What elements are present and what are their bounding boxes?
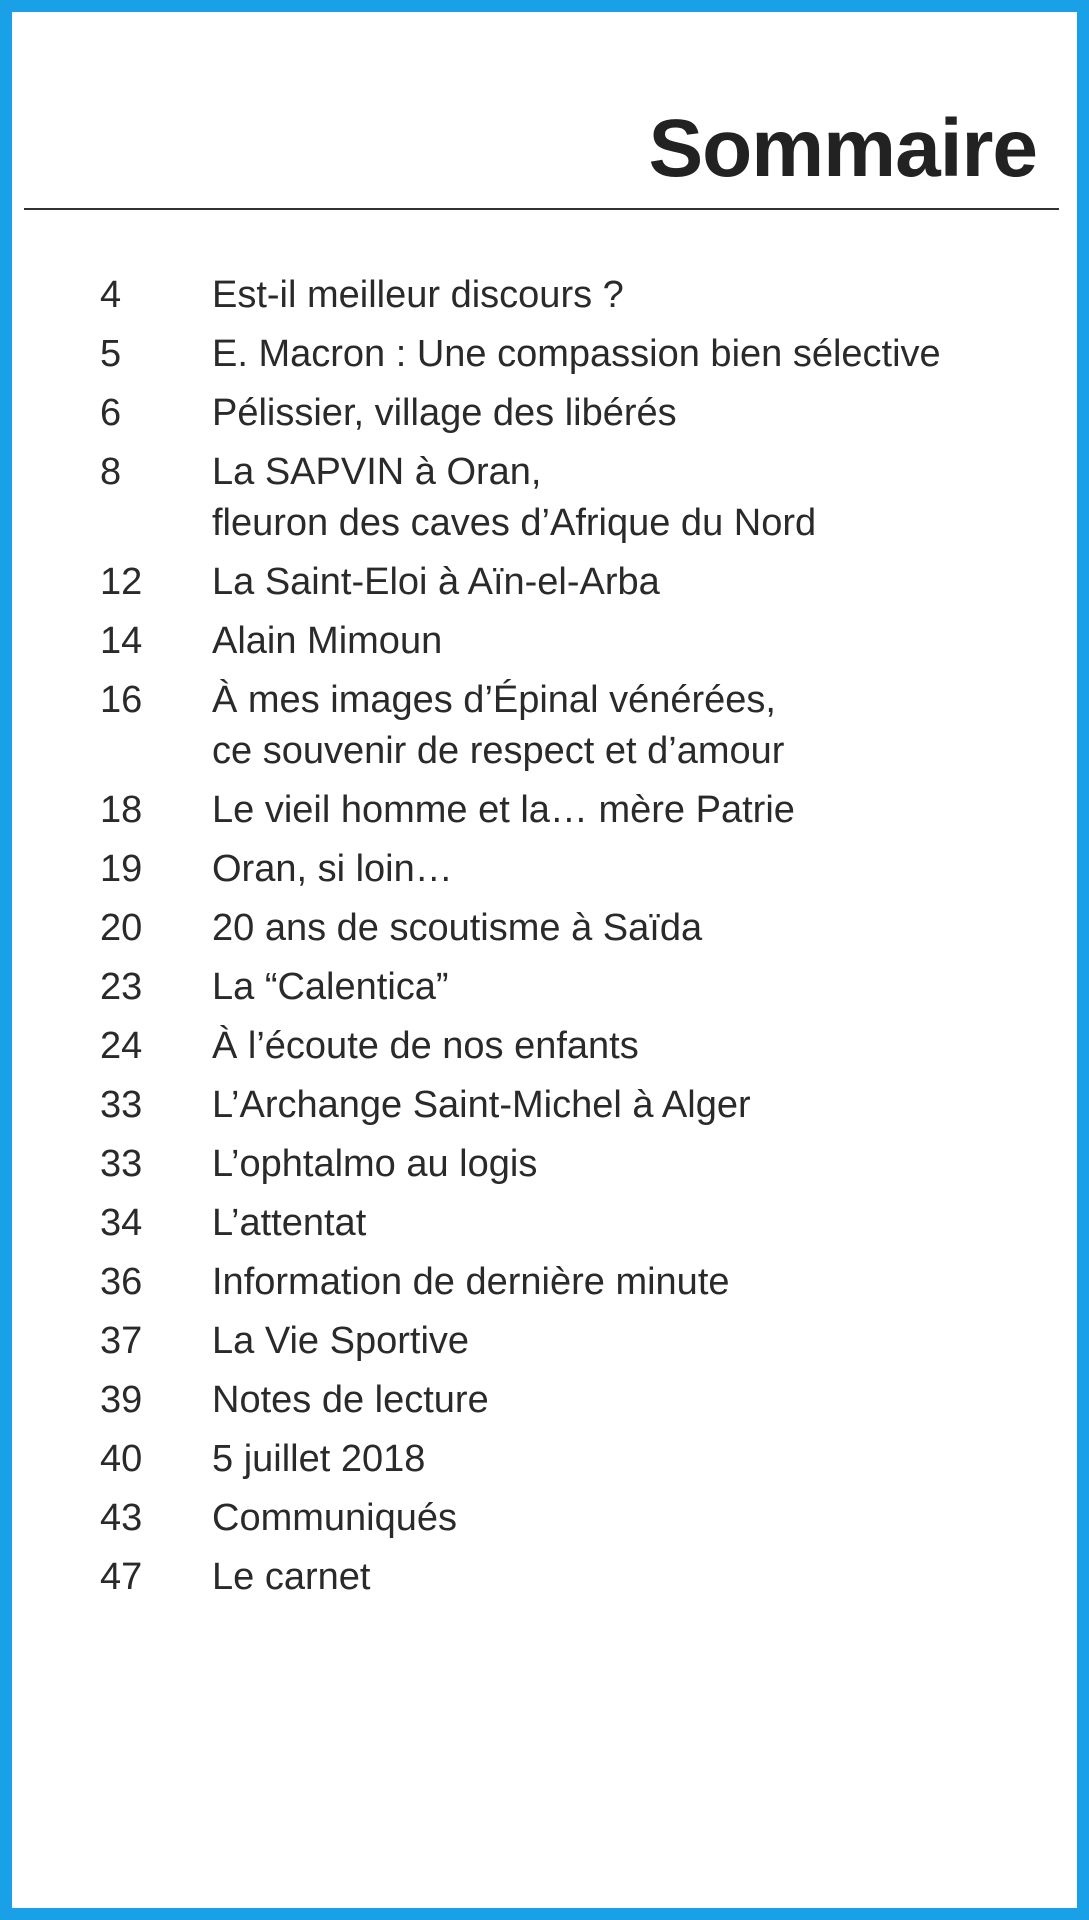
toc-entry-title-line: La SAPVIN à Oran, bbox=[212, 451, 542, 493]
toc-page-number: 5 bbox=[100, 333, 122, 375]
toc-entry-title-line: Communiqués bbox=[212, 1497, 457, 1539]
toc-entry-title bbox=[212, 616, 1072, 667]
toc-entry-title bbox=[212, 447, 1072, 549]
toc-entry-title-line: Information de dernière minute bbox=[212, 1261, 730, 1303]
toc-page-number: 4 bbox=[100, 274, 122, 316]
toc-page-number: 33 bbox=[100, 1143, 143, 1185]
toc-page-number: 33 bbox=[100, 1084, 143, 1126]
toc-entry-title-line: À l’écoute de nos enfants bbox=[212, 1025, 639, 1067]
toc-page-number: 14 bbox=[100, 620, 143, 662]
toc-entry-title bbox=[212, 962, 1072, 1013]
toc-entry bbox=[12, 388, 1089, 439]
toc-entry-title-line: E. Macron : Une compassion bien sélective bbox=[212, 333, 941, 375]
toc-entry bbox=[12, 903, 1089, 954]
toc-entry bbox=[12, 1493, 1089, 1544]
toc-entry-title bbox=[212, 270, 1072, 321]
toc-page-number: 37 bbox=[100, 1320, 143, 1362]
toc-entry-title-line: Le carnet bbox=[212, 1556, 371, 1598]
toc-entry bbox=[12, 962, 1089, 1013]
toc-entry-title-line: 5 juillet 2018 bbox=[212, 1438, 426, 1480]
toc-entry bbox=[12, 1375, 1089, 1426]
toc-entry-title bbox=[212, 329, 1072, 380]
toc-entry-title bbox=[212, 1080, 1072, 1131]
toc-entry bbox=[12, 1080, 1089, 1131]
toc-entry-title bbox=[212, 557, 1072, 608]
toc-entry-title bbox=[212, 675, 1072, 777]
toc-entry-title-line: L’ophtalmo au logis bbox=[212, 1143, 538, 1185]
toc-entry bbox=[12, 1552, 1089, 1603]
toc-entry-title-line: La Saint-Eloi à Aïn-el-Arba bbox=[212, 561, 660, 603]
toc-entry-title bbox=[212, 388, 1072, 439]
toc-entry bbox=[12, 329, 1089, 380]
toc-entry-title-line: Oran, si loin… bbox=[212, 848, 453, 890]
toc-entry bbox=[12, 557, 1089, 608]
table-of-contents bbox=[12, 270, 1089, 1611]
toc-page-number: 47 bbox=[100, 1556, 143, 1598]
toc-entry-title bbox=[212, 1375, 1072, 1426]
toc-entry-title bbox=[212, 844, 1072, 895]
toc-page-number: 40 bbox=[100, 1438, 143, 1480]
toc-entry bbox=[12, 675, 1089, 777]
toc-entry bbox=[12, 1316, 1089, 1367]
toc-entry bbox=[12, 270, 1089, 321]
toc-entry-title-line: La “Calentica” bbox=[212, 966, 449, 1008]
toc-entry-title bbox=[212, 1316, 1072, 1367]
toc-entry-title bbox=[212, 1257, 1072, 1308]
toc-entry bbox=[12, 1021, 1089, 1072]
title-divider bbox=[24, 208, 1059, 210]
toc-entry-title-line: Alain Mimoun bbox=[212, 620, 443, 662]
toc-entry-title-line: Notes de lecture bbox=[212, 1379, 489, 1421]
toc-page-number: 20 bbox=[100, 907, 143, 949]
toc-entry-title bbox=[212, 1139, 1072, 1190]
toc-entry-title-line: À mes images d’Épinal vénérées, bbox=[212, 679, 776, 721]
toc-entry bbox=[12, 1139, 1089, 1190]
toc-entry bbox=[12, 1198, 1089, 1249]
toc-entry bbox=[12, 785, 1089, 836]
toc-page-number: 8 bbox=[100, 451, 122, 493]
toc-page-number: 19 bbox=[100, 848, 143, 890]
toc-page-number: 6 bbox=[100, 392, 122, 434]
toc-entry-title-line: ce souvenir de respect et d’amour bbox=[212, 730, 785, 772]
toc-entry-title-line: 20 ans de scoutisme à Saïda bbox=[212, 907, 703, 949]
toc-page-number: 16 bbox=[100, 679, 143, 721]
toc-entry bbox=[12, 1257, 1089, 1308]
toc-entry-title bbox=[212, 903, 1072, 954]
toc-entry-title bbox=[212, 785, 1072, 836]
toc-entry-title-line: La Vie Sportive bbox=[212, 1320, 470, 1362]
toc-entry-title bbox=[212, 1434, 1072, 1485]
toc-entry-title bbox=[212, 1493, 1072, 1544]
toc-entry-title-line: Est-il meilleur discours ? bbox=[212, 274, 624, 316]
toc-entry-title bbox=[212, 1552, 1072, 1603]
toc-entry-title-line: Pélissier, village des libérés bbox=[212, 392, 677, 434]
toc-entry bbox=[12, 844, 1089, 895]
toc-entry-title-line: L’Archange Saint-Michel à Alger bbox=[212, 1084, 751, 1126]
toc-entry bbox=[12, 1434, 1089, 1485]
toc-entry bbox=[12, 447, 1089, 549]
toc-page-number: 34 bbox=[100, 1202, 143, 1244]
toc-entry bbox=[12, 616, 1089, 667]
toc-page-number: 43 bbox=[100, 1497, 143, 1539]
toc-page-number: 39 bbox=[100, 1379, 143, 1421]
toc-page-number: 24 bbox=[100, 1025, 143, 1067]
toc-entry-title bbox=[212, 1198, 1072, 1249]
toc-entry-title bbox=[212, 1021, 1072, 1072]
page-title: Sommaire bbox=[648, 103, 1037, 194]
toc-page-number: 18 bbox=[100, 789, 143, 831]
toc-entry-title-line: Le vieil homme et la… mère Patrie bbox=[212, 789, 795, 831]
toc-entry-title-line: fleuron des caves d’Afrique du Nord bbox=[212, 502, 817, 544]
toc-entry-title-line: L’attentat bbox=[212, 1202, 367, 1244]
toc-page-number: 12 bbox=[100, 561, 143, 603]
toc-page-number: 23 bbox=[100, 966, 143, 1008]
toc-page-number: 36 bbox=[100, 1261, 143, 1303]
